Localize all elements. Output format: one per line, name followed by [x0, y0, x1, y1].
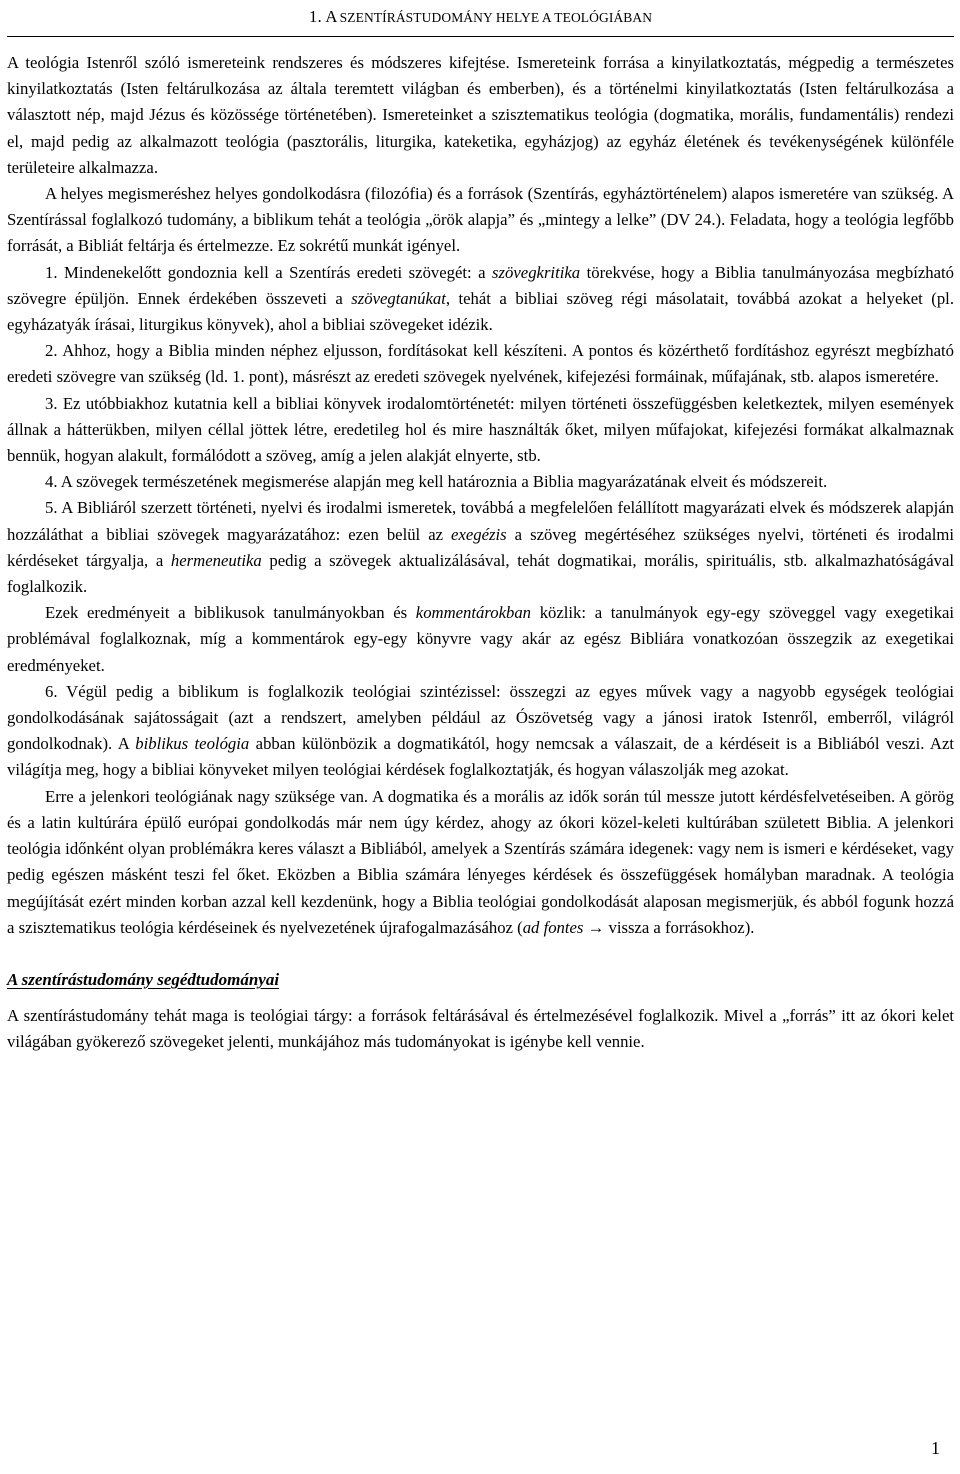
term-exegezis: exegézis	[451, 524, 507, 544]
term-hermeneutika: hermeneutika	[170, 550, 262, 570]
paragraph-text: A szentírástudomány tehát maga is teológiai tárgy: a források feltárásával és értelmezésével foglalkozik. Mivel a „forrás” itt az ókori kelet világában gyökerező szövegeket jelenti, munkájához más tudományokat is igénybe kell vennie.	[7, 1005, 954, 1052]
paragraph-text: közlik: a tanulmányok egy-egy szöveggel vagy exegetikai problémával foglalkoznak, míg a kommentárok egy-egy könyvre vagy akár az egész Bibliára vonatkozóan összegzik az exegetikai eredményeket.	[7, 603, 955, 675]
arrow-icon: →	[583, 917, 609, 937]
header-title	[309, 7, 652, 26]
paragraph-text: A teológia Istenről szóló ismereteink rendszeres és módszeres kifejtése. Ismereteink forrása a kinyilatkoztatás, mégpedig a természetes kinyilatkoztatás (Isten feltárulkozása az általa teremtett világban és emberben), és a történelmi kinyilatkoztatás (Isten feltárulkozása a választott nép, majd Jézus és közössége történetében). Ismereteinket a szisztematikus teológia (dogmatika, morális, fundamentális) rendezi el, majd pedig az alkalmazott teológia (pasztorális, liturgika, kateketika, egyházjog) az egyház életének és tevékenységének különféle területeire alkalmazza.	[7, 53, 954, 177]
term-szovegtanuk: szövegtanúkat	[351, 288, 446, 308]
paragraph-text: Erre a jelenkori teológiának nagy szüksége van. A dogmatika és a morális az idők során túl messze jutott kérdésfelvetéseiben. A görög és a latin kultúrára épülő európai gondolkodás már nem úgy kérdez, ahogy az ókori közel-keleti kultúrában született Biblia. A jelenkori teológia időnként olyan problémákra keres választ a Bibliából, amelyek a Szentírás számára idegenek: vagy nem is ismeri e kérdéseket, vagy pedig egészen másként teszi fel őket. Eközben a Biblia számára lényeges kérdések és összefüggések homályban maradnak. A teológia megújítását ezért minden korban azzal kell kezdenünk, hogy a Biblia teológiai gondolkodását alaposan megismerjük, és abból fogunk hozzá a szisztematikus teológia kérdéseinek és nyelvezetének újrafogalmazásához (	[7, 786, 954, 937]
paragraph-text: vissza a forrásokhoz).	[608, 917, 755, 937]
paragraph-intro	[7, 50, 954, 181]
paragraph-item-2	[7, 338, 954, 390]
term-ad-fontes: ad fontes	[522, 917, 584, 937]
paragraph-text: törekvése, hogy a Biblia tanulmányozása megbízható szövegre épüljön. Ennek érdekében összeveti a	[7, 262, 954, 308]
paragraph-text: , tehát a bibliai szöveg régi másolatait, továbbá azokat a helyeket (pl. egyházatyák írásai, liturgikus könyvek), ahol a bibliai szövegeket idézik.	[7, 288, 954, 335]
paragraph-text: A helyes megismeréshez helyes gondolkodásra (filozófia) és a források (Szentírás, egyháztörténelem) alapos ismeretére van szükség. A Szentírással foglalkozó tudomány, a biblikum tehát a teológia „örök alapja” és „mintegy a lelke” (DV 24.). Feladata, hogy a teológia legfőbb forrását, a Bibliát feltárja és értelmezze. Ez sokrétű munkát igényel.	[7, 184, 954, 256]
document-body	[7, 50, 954, 1055]
header-title-rest: SZENTÍRÁSTUDOMÁNY HELYE A TEOLÓGIÁBAN	[339, 10, 653, 25]
term-biblikus-teologia: biblikus teológia	[135, 734, 250, 754]
paragraph-text: a szöveg megértéséhez szükséges nyelvi, történeti és irodalmi kérdéseket tárgyalja, a	[7, 524, 955, 570]
paragraph-item-1	[7, 260, 954, 339]
paragraph-item-3	[7, 391, 954, 470]
paragraph-item-5	[7, 495, 954, 600]
paragraph-auxiliary-sciences	[7, 1003, 954, 1055]
term-kommentarokban: kommentárokban	[415, 603, 532, 623]
section-heading: A szentírástudomány segédtudományai	[7, 969, 280, 989]
running-header	[7, 6, 954, 37]
paragraph-text: 2. Ahhoz, hogy a Biblia minden néphez eljusson, fordításokat kell készíteni. A pontos és közérthető fordításhoz egyrészt megbízható eredeti szövegre van szükség (ld. 1. pont), másrészt az eredeti szövegek nyelvének, kifejezési formáinak, műfajának, stb. alapos ismeretére.	[7, 341, 954, 387]
paragraph-commentaries	[7, 600, 954, 679]
paragraph-modern-theology	[7, 784, 954, 941]
paragraph-text: 1. Mindenekelőtt gondoznia kell a Szentírás eredeti szövegét: a	[45, 262, 493, 282]
paragraph-text: 5. A Bibliáról szerzett történeti, nyelvi és irodalmi ismeretek, továbbá a megfelelően felállított magyarázati elvek és módszerek alapján hozzáláthat a bibliai szövegek magyarázatához: ezen belül az	[7, 498, 954, 544]
paragraph-text: pedig a szövegek aktualizálásával, tehát dogmatikai, morális, spirituális, stb. alkalmazhatóságával foglalkozik.	[7, 550, 954, 597]
header-title-initial: A	[325, 7, 338, 26]
paragraph-text: 6. Végül pedig a biblikum is foglalkozik teológiai szintézissel: összegzi az egyes művek vagy a nagyobb egységek teológiai gondolkodásának sajátosságait (azt a rendszert, amelyben például az Ószövetség vagy a jánosi iratok Istenről, emberről, világról gondolkodnak). A	[7, 681, 954, 754]
paragraph-item-6	[7, 679, 954, 784]
paragraph-text: 3. Ez utóbbiakhoz kutatnia kell a bibliai könyvek irodalomtörténetét: milyen történeti összefüggésben keletkeztek, milyen események állnak a hátterükben, milyen céllal jöttek létre, eredetileg hol és mire használták őket, milyen műfajokat, kifejezési formákat alkalmaznak bennük, hogyan alakult, formálódott a szöveg, amíg a jelen alakját elnyerte, stb.	[7, 393, 954, 466]
paragraph-text: Ezek eredményeit a biblikusok tanulmányokban és	[45, 603, 416, 623]
term-szovegkritika: szövegkritika	[492, 262, 581, 282]
paragraph-text: 4. A szövegek természetének megismerése alapján meg kell határoznia a Biblia magyarázatának elveit és módszereit.	[45, 472, 828, 492]
paragraph-item-4	[7, 469, 954, 495]
page-number: 1	[931, 1438, 940, 1458]
header-number: 1.	[308, 7, 322, 26]
paragraph-sources	[7, 181, 954, 260]
paragraph-text: abban különbözik a dogmatikától, hogy nemcsak a válaszait, de a kérdéseit is a Bibliából veszi. Azt világítja meg, hogy a bibliai könyveket milyen teológiai kérdések foglalkoztatják, és hogyan válaszolják meg azokat.	[7, 734, 954, 780]
